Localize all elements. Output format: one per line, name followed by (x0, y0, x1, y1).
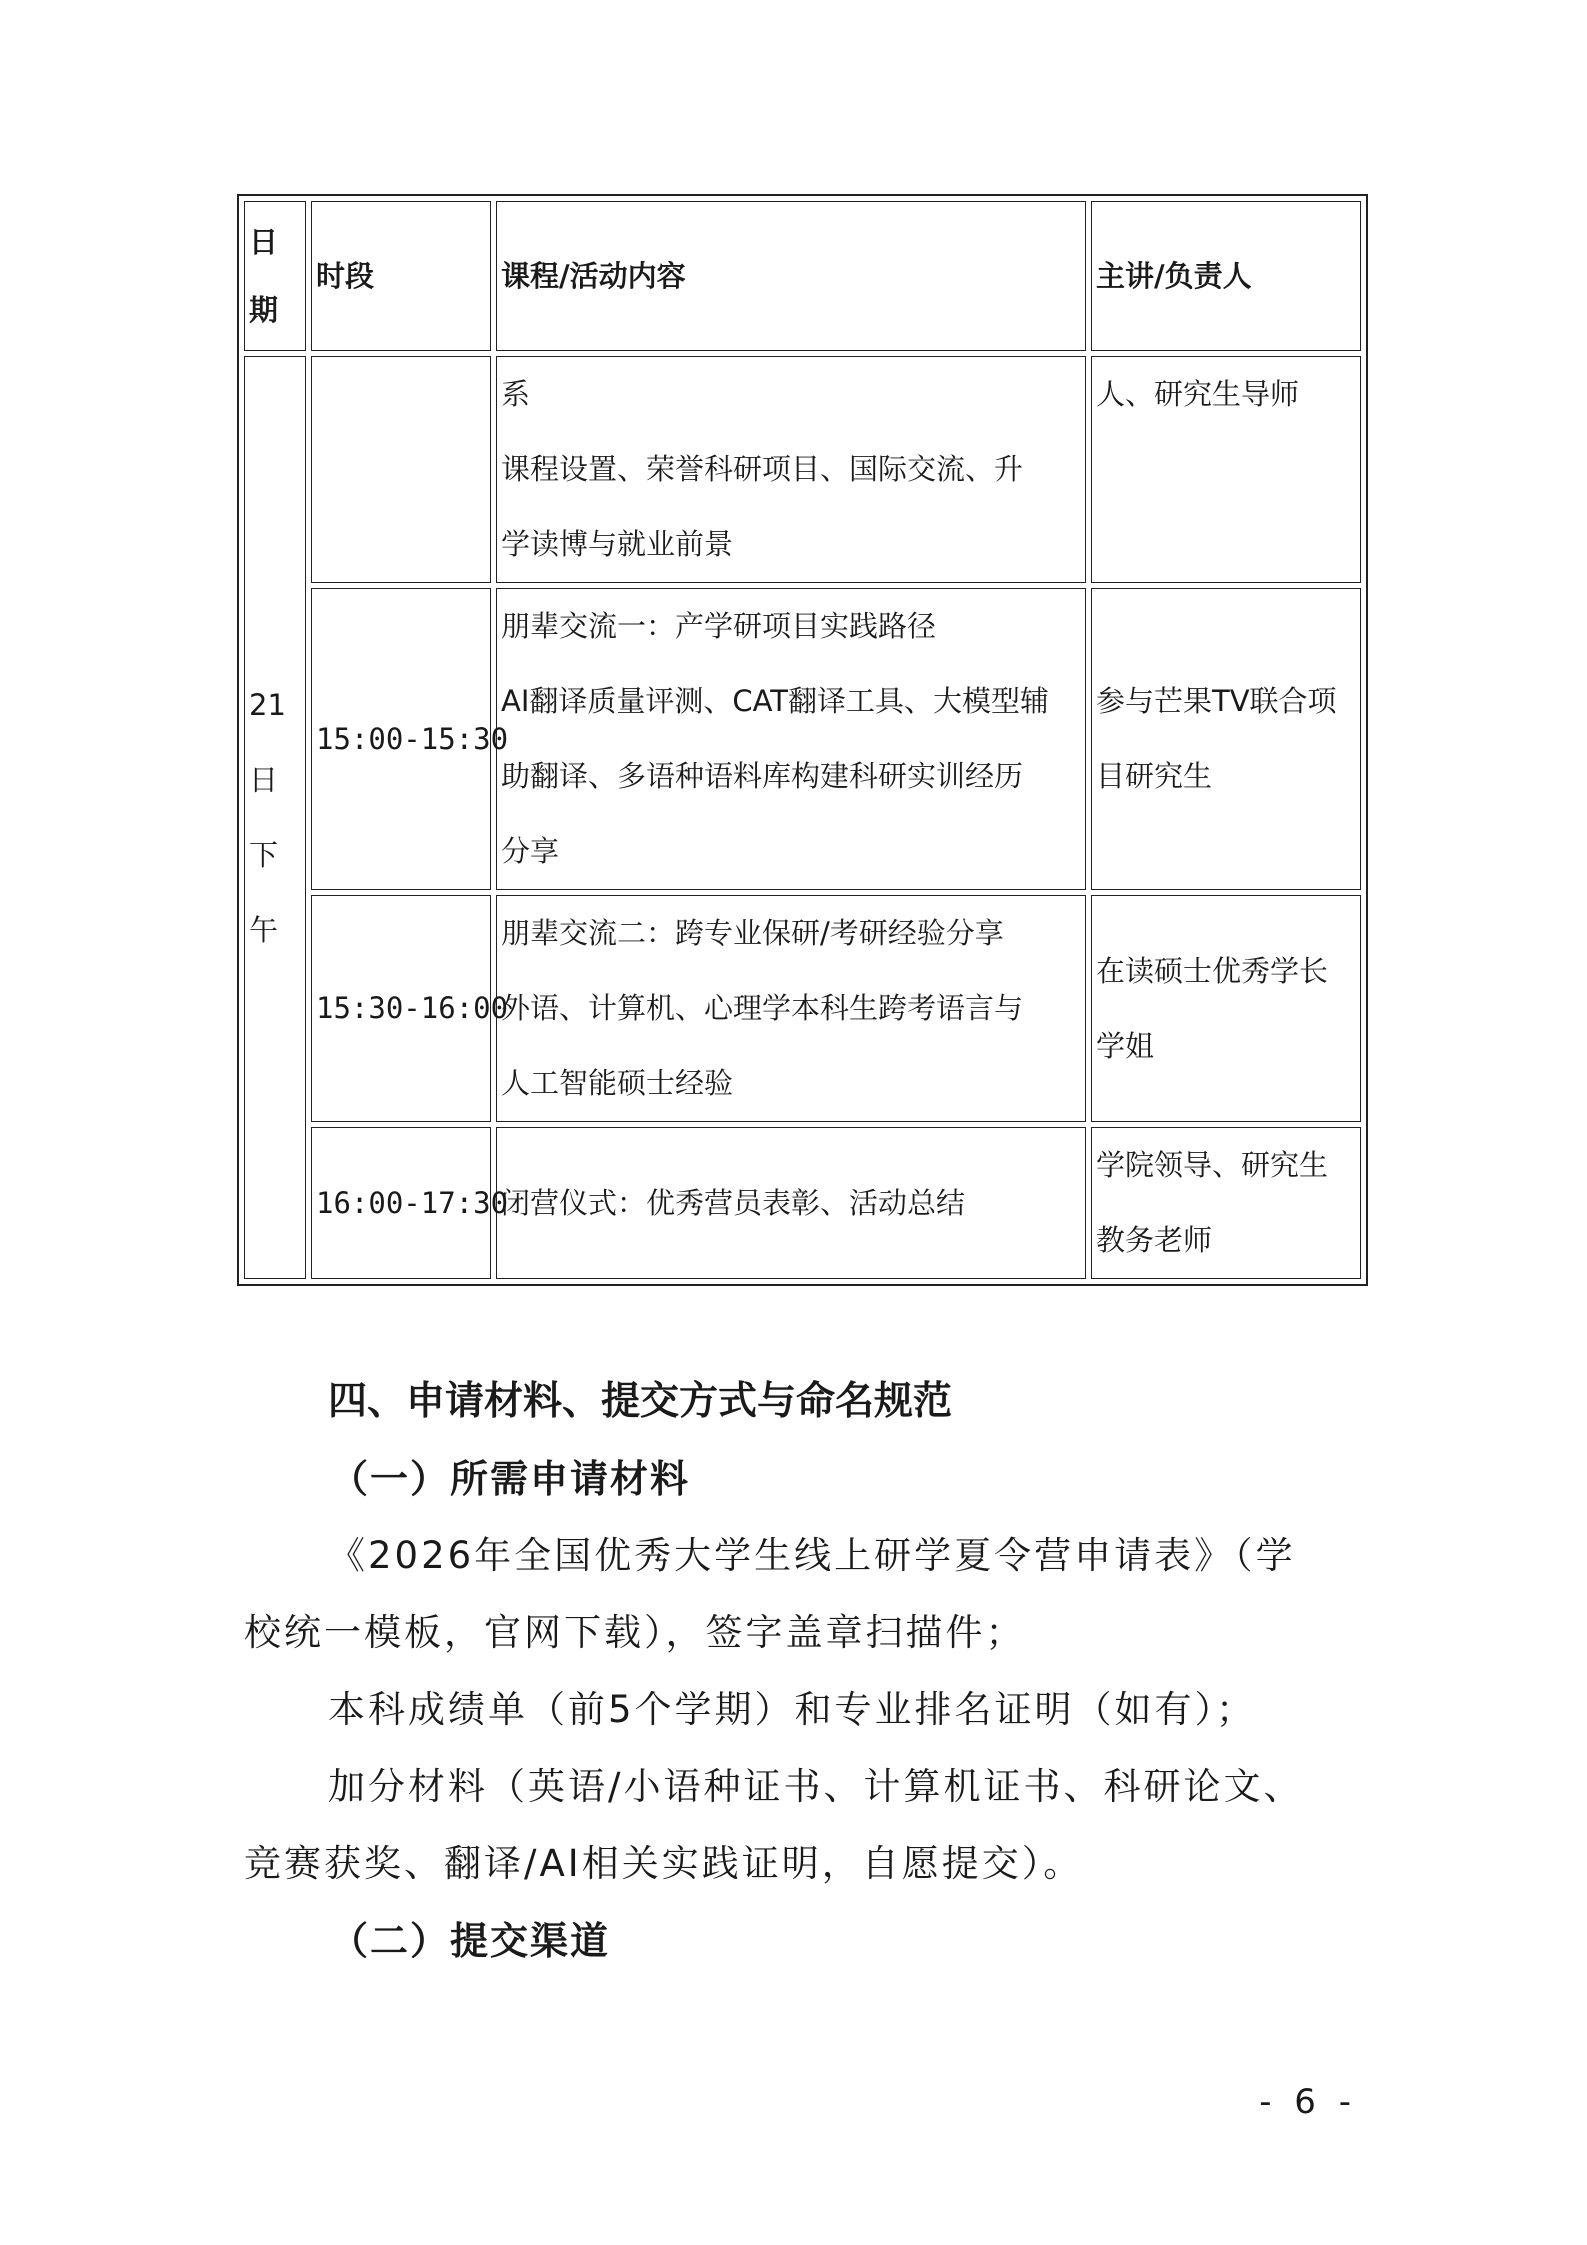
content-cell: 朋辈交流二：跨专业保研/考研经验分享 外语、计算机、心理学本科生跨考语言与 人工智能硕士经验 (496, 895, 1086, 1122)
lead-cell: 参与芒果TV联合项 目研究生 (1091, 588, 1361, 890)
paragraph-line: 《2026年全国优秀大学生线上研学夏令营申请表》（学 (328, 1534, 1296, 1577)
content-cell: 系 课程设置、荣誉科研项目、国际交流、升 学读博与就业前景 (496, 356, 1086, 583)
lead-cell: 人、研究生导师 (1091, 356, 1361, 583)
schedule-table (237, 194, 1368, 1286)
paragraph-line: 校统一模板，官网下载），签字盖章扫描件； (244, 1611, 1026, 1654)
section-heading: 四、申请材料、提交方式与命名规范 (328, 1379, 953, 1424)
subsection-heading-channels: （二）提交渠道 (330, 1919, 611, 1963)
time-cell: 15:00-15:30 (311, 588, 491, 890)
time-cell: 15:30-16:00 (311, 895, 491, 1122)
paragraph-line: 加分材料（英语/小语种证书、计算机证书、科研论文、 (328, 1765, 1304, 1808)
content-cell: 朋辈交流一：产学研项目实践路径 AI翻译质量评测、CAT翻译工具、大模型辅 助翻译、多语种语料库构建科研实训经历 分享 (496, 588, 1086, 890)
paragraph-line: 竞赛获奖、翻译/AI相关实践证明，自愿提交）。 (244, 1842, 1084, 1885)
time-cell: 16:00-17:30 (311, 1127, 491, 1279)
header-lead: 主讲/负责人 (1091, 201, 1361, 351)
content-cell: 闭营仪式：优秀营员表彰、活动总结 (496, 1127, 1086, 1279)
header-date: 日 期 (244, 201, 306, 351)
table-row (244, 588, 1361, 890)
time-cell (311, 356, 491, 583)
header-content: 课程/活动内容 (496, 201, 1086, 351)
lead-cell: 学院领导、研究生 教务老师 (1091, 1127, 1361, 1279)
header-time: 时段 (311, 201, 491, 351)
table-row (244, 1127, 1361, 1279)
table-row (244, 895, 1361, 1122)
page-number: - 6 - (1259, 2082, 1357, 2122)
lead-cell: 在读硕士优秀学长 学姐 (1091, 895, 1361, 1122)
table-row (244, 356, 1361, 583)
table-header-row (244, 201, 1361, 351)
date-cell: 21 日 下 午 (244, 356, 306, 1279)
paragraph-line: 本科成绩单（前5个学期）和专业排名证明（如有）； (328, 1688, 1257, 1731)
subsection-heading-materials: （一）所需申请材料 (330, 1457, 691, 1501)
